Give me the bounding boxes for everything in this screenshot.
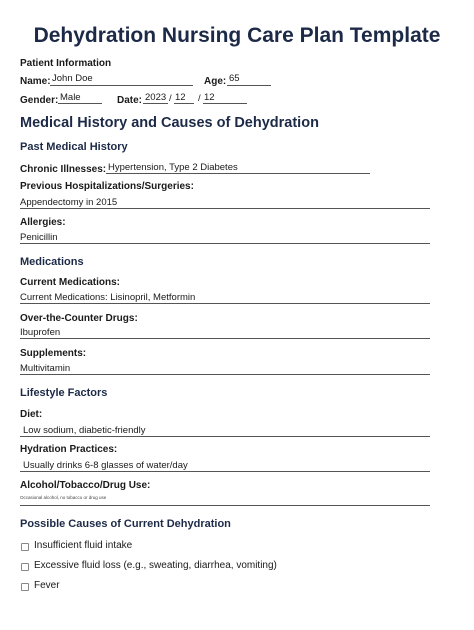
date-month-field[interactable] [174,103,194,104]
diet-label: Diet: [20,409,43,420]
date-year-field[interactable] [143,103,168,104]
substance-use-field[interactable] [20,505,430,506]
hospitalizations-label: Previous Hospitalizations/Surgeries: [20,181,194,192]
name-value: John Doe [52,73,93,84]
name-label: Name: [20,76,51,87]
hospitalizations-value: Appendectomy in 2015 [20,197,118,208]
hospitalizations-field[interactable] [20,208,430,209]
gender-value: Male [60,92,81,103]
hydration-practices-field[interactable] [20,471,430,472]
possible-causes-heading: Possible Causes of Current Dehydration [20,518,231,530]
substance-use-label: Alcohol/Tobacco/Drug Use: [20,480,151,491]
date-separator: / [169,93,172,104]
allergies-field[interactable] [20,243,430,244]
name-field[interactable] [50,85,193,86]
document-title: Dehydration Nursing Care Plan Template [33,24,441,47]
diet-field[interactable] [20,436,430,437]
age-label: Age: [204,76,227,87]
date-day-field[interactable] [203,103,247,104]
allergies-label: Allergies: [20,217,66,228]
chronic-illnesses-field[interactable] [106,173,370,174]
supplements-field[interactable] [20,374,430,375]
date-day-value: 12 [204,92,215,103]
supplements-value: Multivitamin [20,363,71,374]
otc-drugs-label: Over-the-Counter Drugs: [20,313,138,324]
supplements-label: Supplements: [20,348,87,359]
medications-heading: Medications [20,256,84,268]
chronic-illnesses-value: Hypertension, Type 2 Diabetes [108,162,238,173]
diet-value: Low sodium, diabetic-friendly [23,425,146,436]
allergies-value: Penicillin [20,232,58,243]
current-medications-label: Current Medications: [20,277,121,288]
lifestyle-heading: Lifestyle Factors [20,387,108,399]
cause-label: Excessive fluid loss (e.g., sweating, diarrhea, vomiting) [34,560,277,571]
chronic-illnesses-label: Chronic Illnesses: [20,164,107,175]
past-medical-history-heading: Past Medical History [20,141,128,153]
hydration-practices-value: Usually drinks 6-8 glasses of water/day [23,460,188,471]
age-value: 65 [229,73,240,84]
gender-field[interactable] [58,103,102,104]
age-field[interactable] [227,85,271,86]
otc-drugs-value: Ibuprofen [20,327,61,338]
cause-label: Fever [34,580,60,591]
substance-use-value: Occasional alcohol, no tobacco or drug use [20,495,107,500]
hydration-practices-label: Hydration Practices: [20,444,118,455]
checkbox[interactable] [21,563,29,571]
checkbox[interactable] [21,543,29,551]
cause-label: Insufficient fluid intake [34,540,133,551]
current-medications-value: Current Medications: Lisinopril, Metformin [20,292,196,303]
checkbox[interactable] [21,583,29,591]
date-label: Date: [117,95,143,106]
date-separator: / [198,93,201,104]
patient-info-heading: Patient Information [20,58,112,69]
current-medications-field[interactable] [20,303,430,304]
date-year-value: 2023 [145,92,167,103]
gender-label: Gender: [20,95,59,106]
medical-history-heading: Medical History and Causes of Dehydration [20,115,319,131]
otc-drugs-field[interactable] [20,338,430,339]
date-month-value: 12 [175,92,186,103]
